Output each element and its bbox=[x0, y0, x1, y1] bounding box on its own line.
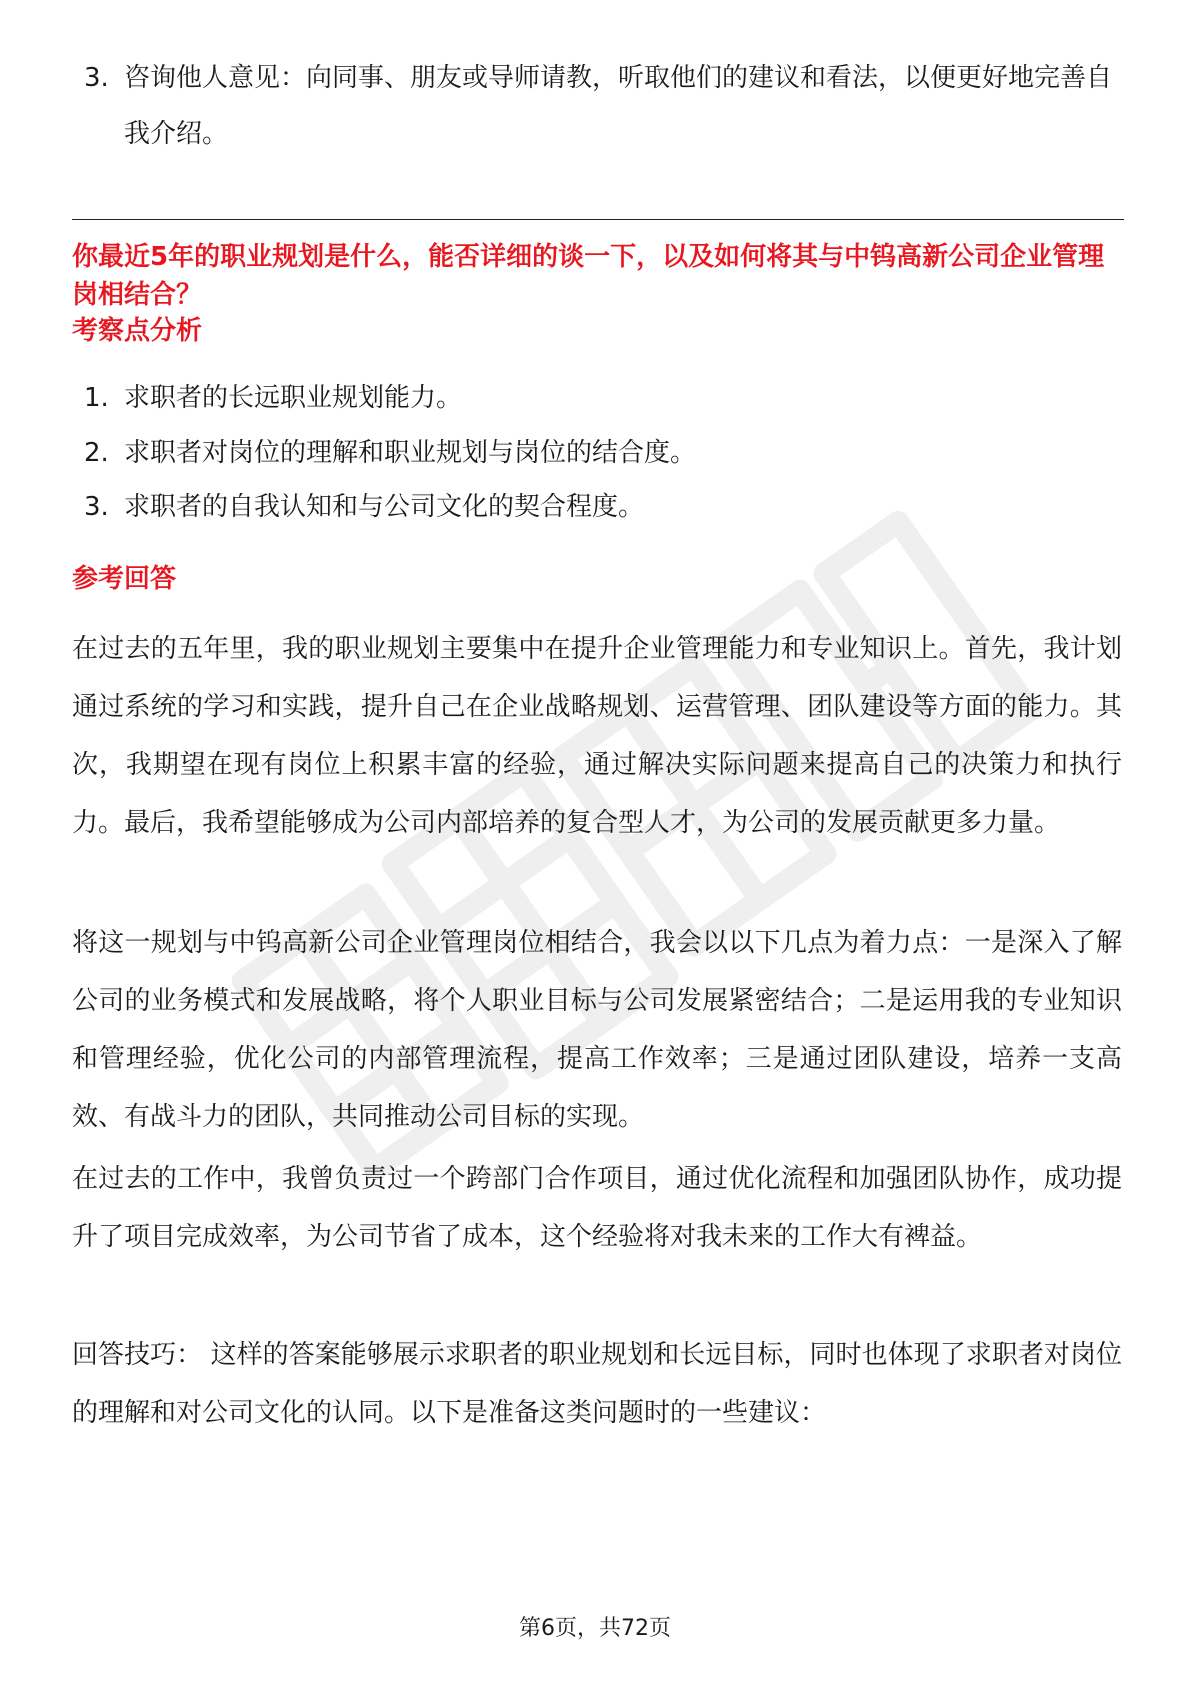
tips-paragraph: 回答技巧： 这样的答案能够展示求职者的职业规划和长远目标，同时也体现了求职者对岗位的理解和对公司文化的认同。以下是准备这类问题时的一些建议： bbox=[72, 1340, 1122, 1428]
answer-paragraph-3: 在过去的工作中，我曾负责过一个跨部门合作项目，通过优化流程和加强团队协作，成功提升了项目完成效率，为公司节省了成本，这个经验将对我未来的工作大有裨益。 bbox=[72, 1164, 1122, 1252]
analysis-item-2 bbox=[84, 425, 1124, 481]
list-number: 3. bbox=[84, 63, 109, 93]
list-text: 求职者的自我认知和与公司文化的契合程度。 bbox=[124, 492, 645, 522]
answer-paragraph-1: 在过去的五年里，我的职业规划主要集中在提升企业管理能力和专业知识上。首先，我计划通过系统的学习和实践，提升自己在企业战略规划、运营管理、团队建设等方面的能力。其次，我期望在现有岗位上积累丰富的经验，通过解决实际问题来提高自己的决策力和执行力。最后，我希望能够成为公司内部培养的复合型人才，为公司的发展贡献更多力量。 bbox=[72, 634, 1122, 838]
list-item bbox=[84, 50, 1124, 162]
section-divider bbox=[72, 219, 1124, 220]
list-text: 求职者的长远职业规划能力。 bbox=[124, 383, 463, 413]
question-title: 你最近5年的职业规划是什么，能否详细的谈一下，以及如何将其与中钨高新公司企业管理岗相结合？ bbox=[72, 242, 1105, 310]
list-number: 1. bbox=[84, 383, 109, 413]
list-number: 2. bbox=[84, 438, 109, 468]
analysis-item-1 bbox=[84, 370, 1124, 426]
page-footer: 第6页，共72页 bbox=[519, 1616, 671, 1641]
list-text: 求职者对岗位的理解和职业规划与岗位的结合度。 bbox=[124, 438, 697, 468]
analysis-heading: 考察点分析 bbox=[72, 316, 203, 346]
answer-heading: 参考回答 bbox=[72, 564, 177, 594]
list-text: 咨询他人意见：向同事、朋友或导师请教，听取他们的建议和看法，以便更好地完善自我介绍。 bbox=[124, 63, 1113, 149]
analysis-item-3 bbox=[84, 479, 1124, 535]
list-number: 3. bbox=[84, 492, 109, 522]
answer-paragraph-2: 将这一规划与中钨高新公司企业管理岗位相结合，我会以以下几点为着力点：一是深入了解公司的业务模式和发展战略，将个人职业目标与公司发展紧密结合；二是运用我的专业知识和管理经验，优化公司的内部管理流程，提高工作效率；三是通过团队建设，培养一支高效、有战斗力的团队，共同推动公司目标的实现。 bbox=[72, 928, 1122, 1132]
